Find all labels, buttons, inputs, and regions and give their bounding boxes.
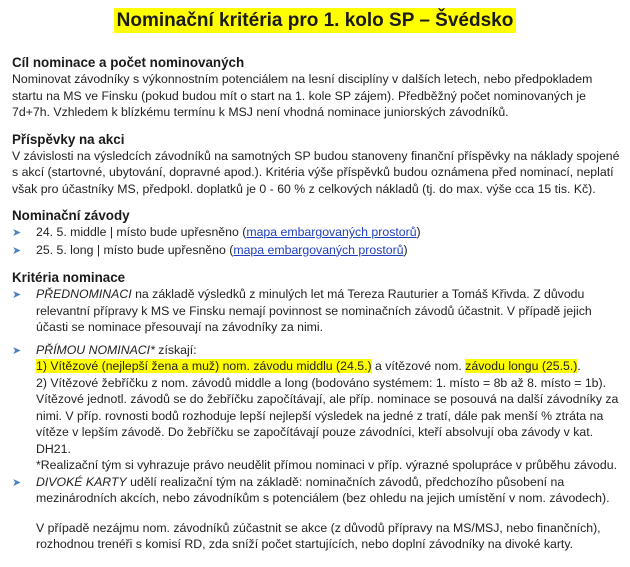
wildcards-text: udělí realizační tým na základě: nominačních závodů, předchozího působení na mezinárodních akcích, nebo závodníkům s potenciálem (bez ohledu na jejich umístění v nom. závodech). [36,474,610,505]
race-text-end: ) [416,225,421,239]
list-item-wildcards [12,474,626,507]
prenomination-label: PŘEDNOMINACI [36,287,132,301]
title-wrap [0,8,630,35]
closing-paragraph [12,520,626,553]
list-item [12,224,626,242]
arrow-bullet-icon: ➤ [12,344,22,357]
document-title: Nominační kritéria pro 1. kolo SP – Švédsko [114,8,517,33]
document-body [12,54,626,563]
list-item [12,242,626,260]
section-heading: Kritéria nominace [12,270,126,285]
section-text: Nominovat závodníky s výkonnostním potenciálem na lesní disciplíny v dalších letech, nebo předpokladem startu na MS ve Finsku (pokud budou mít o start na 1. kole SP zájem). Předběžný počet nominovaných je 7d+7h. Vzhledem k blízkému termínu k MSJ není vhodná nominace juniorských závodníků. [12,72,593,119]
list-item-prenomination [12,286,626,336]
race-text-end: ) [403,242,408,257]
rule-text: a vítězové nom. [371,359,466,373]
section-text: V závislosti na výsledcích závodníků na samotných SP budou stanoveny finanční příspěvky na náklady spojené s akcí (startovné, ubytování, dopravné apod.). Kritéria výše příspěvků budou oznámena před nominací, neplatí však pro účastníky MS, předpokl. doplatků je 0 - 60 % z celkových nákladů (tj. do max. výše cca 15 tis. Kč). [12,148,620,196]
direct-nomination-label: PŘÍMOU NOMINACI* [36,342,155,357]
section-goal [12,54,626,121]
ranking-rule: 2) Vítězové žebříčku z nom. závodů middle a long (bodováno systémem: 1. místo = 8b až 8. místo = 1b). Vítězové jednotl. závodů se do žebříčku započítávají, ale příp. nominace se posouvá na další závodníky za nimi. V příp. rovnosti bodů rozhoduje lepší nejlepší výsledek na jedné z tratí, dále pak menší % ztráta na vítěze v lepším závodě. Do žebříčku se započítávají pouze závodníci, kteří absolvují oba závody v kat. DH21. [36,375,619,456]
arrow-bullet-icon: ➤ [12,227,22,239]
section-heading: Cíl nominace a počet nominovaných [12,55,245,70]
closing-text: V případě nezájmu nom. závodníků zúčastnit se akce (z důvodů přípravy na MS/MSJ, nebo finančních), rozhodnou trenéři s komisí RD, zda sníží počet startujících, nebo doplní závodníky na divoké karty. [36,520,601,551]
embargo-map-link[interactable]: mapa embargovaných prostorů [246,225,417,239]
embargo-map-link[interactable]: mapa embargovaných prostorů [233,242,404,257]
arrow-bullet-icon: ➤ [12,244,22,257]
direct-nomination-intro: získají: [154,342,197,357]
direct-nomination-note: *Realizační tým si vyhrazuje právo neudělit přímou nominaci v příp. výrazné spolupráce v průběhu závodu. [36,458,617,472]
section-contributions [12,131,626,198]
race-text: 25. 5. long | místo bude upřesněno ( [36,242,234,257]
wildcards-label: DIVOKÉ KARTY [36,474,127,489]
arrow-bullet-icon: ➤ [12,289,22,301]
highlighted-rule-long: závodu longu (25.5.) [465,359,578,373]
prenomination-text: na základě výsledků z minulých let má Tereza Rauturier a Tomáš Křivda. Z důvodu relevantní přípravy k MS ve Finsku nemají povinnost se nominačních závodů účastnit. V případě jejich účasti se nominace přesouvají na závodníky za nimi. [36,287,592,334]
arrow-bullet-icon: ➤ [12,476,22,489]
rule-text-end: . [577,359,581,373]
section-criteria [12,269,626,553]
list-item-direct-nomination [12,342,626,474]
highlighted-rule-middle: 1) Vítězové (nejlepší žena a muž) nom. závodu middlu (24.5.) [36,359,372,373]
section-races [12,207,626,259]
section-heading: Nominační závody [12,208,130,223]
section-heading: Příspěvky na akci [12,131,125,147]
race-text: 24. 5. middle | místo bude upřesněno ( [36,225,247,239]
